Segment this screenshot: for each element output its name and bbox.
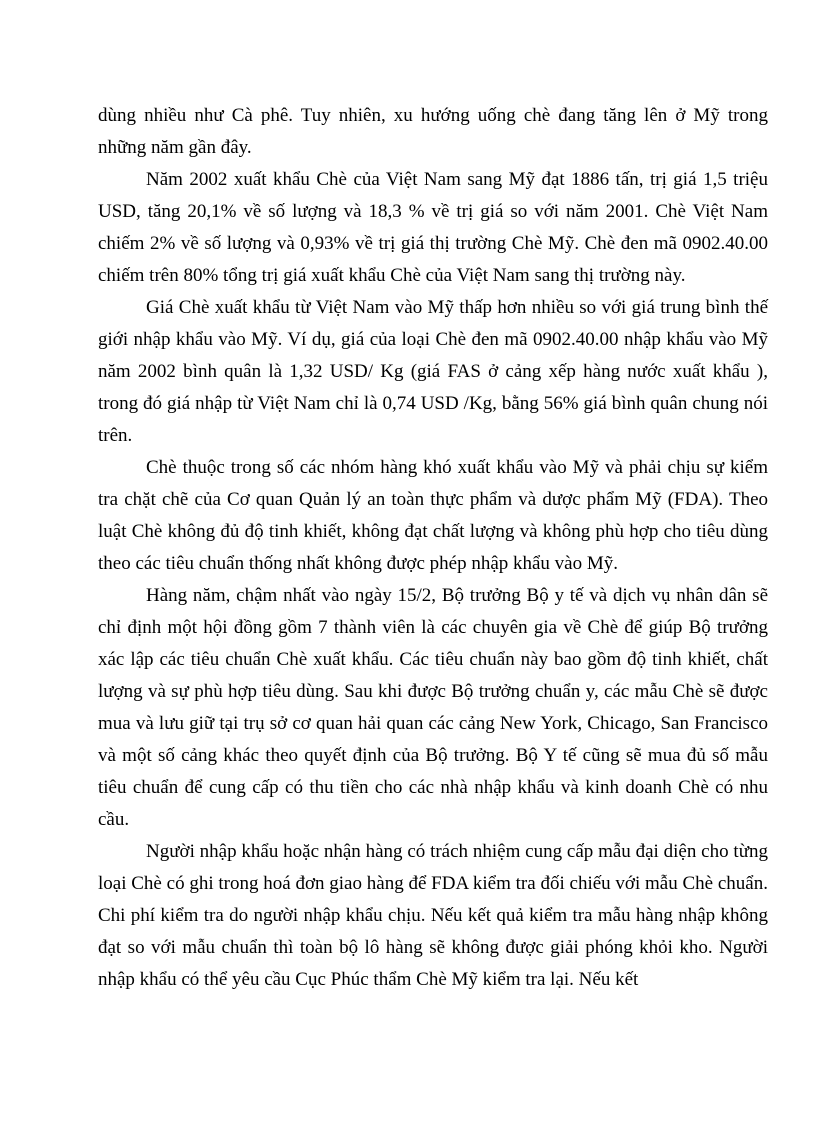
paragraph-export-2002: Năm 2002 xuất khẩu Chè của Việt Nam sang Mỹ đạt 1886 tấn, trị giá 1,5 triệu USD, tăng 20,1% về số lượng và 18,3 % về trị giá so với năm 2001. Chè Việt Nam chiếm 2% về số lượng và 0,93% về trị giá thị trường Chè Mỹ. Chè đen mã 0902.40.00 chiếm trên 80% tổng trị giá xuất khẩu Chè của Việt Nam sang thị trường này.	[98, 169, 768, 286]
paragraph-importer-samples: Người nhập khẩu hoặc nhận hàng có trách nhiệm cung cấp mẫu đại diện cho từng loại Chè có ghi trong hoá đơn giao hàng để FDA kiểm tra đối chiếu với mẫu Chè chuẩn. Chi phí kiểm tra do người nhập khẩu chịu. Nếu kết quả kiểm tra mẫu hàng nhập không đạt so với mẫu chuẩn thì toàn bộ lô hàng sẽ không được giải phóng khỏi kho. Người nhập khẩu có thể yêu cầu Cục Phúc thẩm Chè Mỹ kiểm tra lại. Nếu kết	[98, 841, 768, 990]
paragraph-fda-inspection: Chè thuộc trong số các nhóm hàng khó xuất khẩu vào Mỹ và phải chịu sự kiểm tra chặt chẽ của Cơ quan Quản lý an toàn thực phẩm và dược phẩm Mỹ (FDA). Theo luật Chè không đủ độ tinh khiết, không đạt chất lượng và không phù hợp cho tiêu dùng theo các tiêu chuẩn thống nhất không được phép nhập khẩu vào Mỹ.	[98, 457, 768, 574]
document-body	[98, 100, 768, 996]
paragraph-export-price: Giá Chè xuất khẩu từ Việt Nam vào Mỹ thấp hơn nhiều so với giá trung bình thế giới nhập khẩu vào Mỹ. Ví dụ, giá của loại Chè đen mã 0902.40.00 nhập khẩu vào Mỹ năm 2002 bình quân là 1,32 USD/ Kg (giá FAS ở cảng xếp hàng nước xuất khẩu ), trong đó giá nhập từ Việt Nam chỉ là 0,74 USD /Kg, bằng 56% giá bình quân chung nói trên.	[98, 297, 768, 446]
paragraph-continuation: dùng nhiều như Cà phê. Tuy nhiên, xu hướng uống chè đang tăng lên ở Mỹ trong những năm gần đây.	[98, 105, 768, 158]
paragraph-standards-board: Hàng năm, chậm nhất vào ngày 15/2, Bộ trưởng Bộ y tế và dịch vụ nhân dân sẽ chỉ định một hội đồng gồm 7 thành viên là các chuyên gia về Chè để giúp Bộ trưởng xác lập các tiêu chuẩn Chè xuất khẩu. Các tiêu chuẩn này bao gồm độ tinh khiết, chất lượng và sự phù hợp tiêu dùng. Sau khi được Bộ trưởng chuẩn y, các mẫu Chè sẽ được mua và lưu giữ tại trụ sở cơ quan hải quan các cảng New York, Chicago, San Francisco và một số cảng khác theo quyết định của Bộ trưởng. Bộ Y tế cũng sẽ mua đủ số mẫu tiêu chuẩn để cung cấp có thu tiền cho các nhà nhập khẩu và kinh doanh Chè có nhu cầu.	[98, 585, 768, 830]
